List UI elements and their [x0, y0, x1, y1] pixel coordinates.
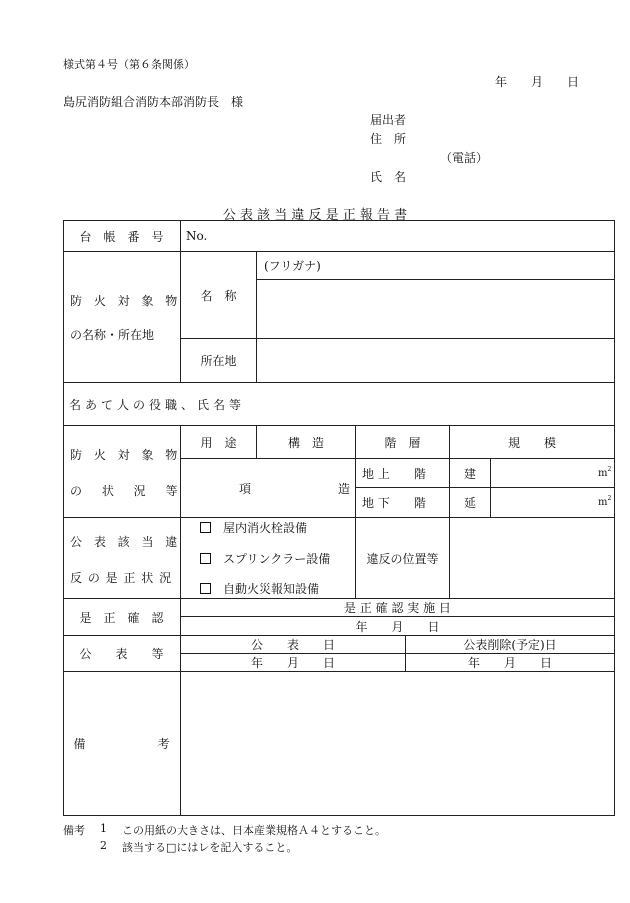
- location-input[interactable]: [257, 339, 614, 382]
- addressee: 島尻消防組合消防本部消防長 様: [63, 95, 244, 109]
- note-text: この用紙の大きさは、日本産業規格Ａ４とすること。: [122, 824, 386, 837]
- status-label-1: 防 火 対 象 物: [70, 448, 182, 462]
- page-title: 公 表 該 当 違 反 是 正 報 告 書: [222, 208, 408, 223]
- structure-unit[interactable]: 造: [337, 481, 350, 496]
- correction-label: 是 正 確 認: [79, 610, 164, 625]
- checkbox-icon[interactable]: [200, 522, 211, 533]
- use-item-unit[interactable]: 項: [238, 481, 251, 496]
- checkbox-icon[interactable]: [200, 553, 211, 564]
- correction-date[interactable]: 年 月 日: [355, 619, 440, 634]
- addressee-role-label: 名あて人の役職、氏名等: [69, 397, 246, 412]
- use-header: 用 途: [200, 435, 237, 450]
- report-date: 年 月 日: [495, 75, 580, 89]
- note-text: 該当する□にはレを記入すること。: [122, 841, 298, 854]
- violation-label-1: 公 表 該 当 違: [70, 535, 182, 549]
- note-number: 2: [100, 839, 107, 852]
- building-area-unit: $m^2$: [598, 466, 612, 479]
- remarks-input[interactable]: [181, 672, 614, 815]
- deletion-date[interactable]: 年 月 日: [467, 656, 552, 670]
- phone-label: （電話）: [440, 151, 489, 165]
- fire-target-label-1: 防 火 対 象 物: [70, 294, 182, 308]
- violation-position-input[interactable]: [450, 518, 614, 598]
- publication-date-header: 公 表 日: [250, 638, 335, 652]
- name-field-input[interactable]: [257, 280, 614, 338]
- correction-date-header: 是 正 確 認 実 施 日: [344, 601, 451, 615]
- notifier-label: 届出者: [370, 113, 407, 127]
- name-field-label: 名 称: [200, 288, 237, 303]
- status-label-2: の 状 況 等: [70, 484, 186, 498]
- equipment-item[interactable]: スプリンクラー設備: [200, 550, 330, 567]
- floors-header: 階 層: [384, 435, 421, 450]
- publication-label: 公 表 等: [79, 647, 164, 661]
- note-number: 1: [100, 822, 107, 835]
- publication-date[interactable]: 年 月 日: [250, 656, 335, 670]
- name-label: 氏 名: [370, 170, 407, 184]
- ledger-number-label: 台 帳 番 号: [79, 229, 164, 244]
- remarks-label: 備 考: [73, 737, 170, 751]
- equipment-item[interactable]: 自動火災報知設備: [200, 580, 319, 597]
- equipment-item[interactable]: 屋内消火栓設備: [200, 519, 307, 536]
- violation-position-label: 違反の位置等: [366, 551, 439, 566]
- building-area-label: 建: [463, 466, 476, 481]
- total-area-label: 延: [463, 496, 476, 510]
- ledger-number-value[interactable]: No.: [186, 229, 208, 243]
- address-label: 住 所: [370, 132, 407, 146]
- deletion-date-header: 公表削除(予定)日: [463, 638, 557, 652]
- total-area-unit: $m^2$: [598, 495, 612, 508]
- notes-heading: 備考: [63, 824, 85, 837]
- below-ground-floors[interactable]: 地 下 階: [362, 496, 426, 510]
- furigana-label: (フリガナ): [264, 259, 321, 273]
- location-label: 所在地: [200, 354, 237, 368]
- fire-target-label-2: の名称・所在地: [70, 328, 155, 342]
- addressee-role-input[interactable]: [260, 383, 614, 425]
- form-number: 様式第４号（第６条関係）: [63, 58, 195, 71]
- structure-header: 構 造: [287, 435, 324, 450]
- scale-header: 規 模: [507, 435, 556, 450]
- checkbox-icon[interactable]: [200, 583, 211, 594]
- violation-label-2: 反 の 是 正 状 況: [70, 571, 173, 585]
- above-ground-floors[interactable]: 地 上 階: [362, 466, 426, 481]
